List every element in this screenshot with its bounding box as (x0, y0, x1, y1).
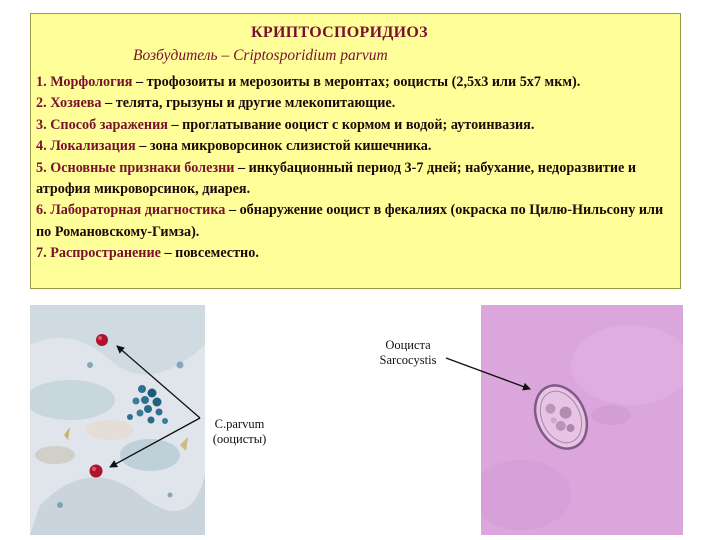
sarcocystis-caption-line2: Sarcocystis (379, 353, 437, 367)
list-item-infection-route: 3. Способ заражения – проглатывание ооцист с кормом и водой; аутоинвазия. (36, 116, 535, 133)
slide-title: КРИПТОСПОРИДИОЗ (251, 24, 428, 41)
oocyst-top (96, 334, 108, 346)
sarcocystis-micrograph-image (481, 305, 683, 535)
list-item-localization: 4. Локализация – зона микроворсинок слизистой кишечника. (36, 138, 432, 155)
sarcocystis-micrograph (481, 305, 683, 535)
cparvum-caption-line1: C.parvum (214, 417, 265, 431)
list-item-symptoms: 5. Основные признаки болезни – инкубационный период 3-7 дней; набухание, недоразвитие и атрофия микроворсинок, диарея. (36, 159, 637, 198)
cparvum-caption-line2: (ооцисты) (212, 432, 267, 446)
oocyst-bottom (90, 465, 103, 478)
info-list (36, 72, 676, 265)
sarcocystis-caption (358, 338, 458, 368)
list-item-distribution: 7. Распространение – повсеместно. (36, 245, 259, 262)
list-item-morphology: 1. Морфология – трофозоиты и мерозоиты в меронтах; ооцисты (2,5х3 или 5х7 мкм). (36, 74, 581, 90)
list-item-diagnostics: 6. Лабораторная диагностика – обнаружение ооцист в фекалиях (окраска по Цилю-Нильсону или по Романовскому-Гимза). (36, 202, 664, 240)
sarcocystis-caption-line1: Ооциста (385, 338, 431, 352)
list-item-hosts: 2. Хозяева – телята, грызуны и другие млекопитающие. (36, 95, 396, 112)
cryptosporidium-micrograph (30, 305, 205, 535)
cryptosporidium-micrograph-image (30, 305, 205, 535)
slide-subtitle: Возбудитель – Criptosporidium parvum (133, 47, 388, 64)
info-textbox (30, 13, 681, 289)
cparvum-caption (192, 417, 287, 447)
